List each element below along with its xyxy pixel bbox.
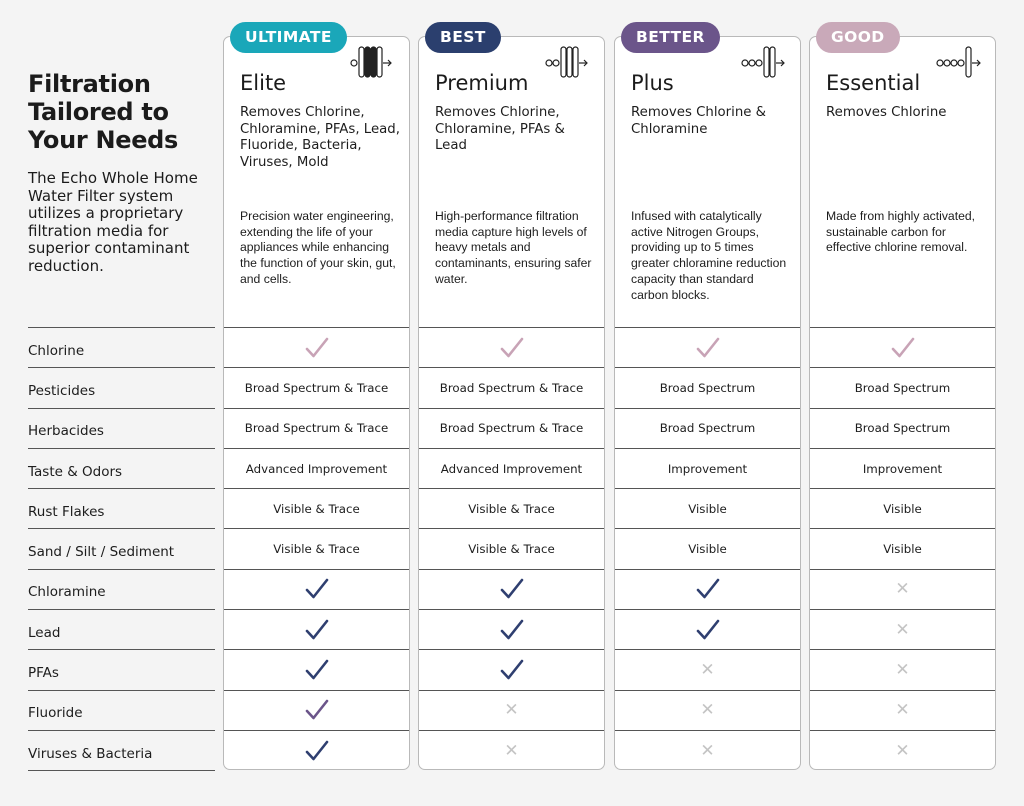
- row-label: Chloramine: [28, 570, 215, 610]
- cross-icon: ✕: [895, 619, 910, 640]
- tier-description: Infused with catalytically active Nitrogen Groups, providing up to 5 times greater chloramine reduction capacity than standard carbon blocks.: [631, 209, 787, 302]
- table-cell: [810, 449, 995, 489]
- cell-text: Broad Spectrum & Trace: [439, 380, 584, 395]
- table-cell: [419, 731, 604, 771]
- row-label: Fluoride: [28, 691, 215, 731]
- tier-description: Made from highly activated, sustainable carbon for effective chlorine removal.: [826, 209, 976, 255]
- table-cell: [810, 610, 995, 650]
- cell-text: Broad Spectrum: [659, 421, 756, 436]
- cell-text: Broad Spectrum: [659, 380, 756, 395]
- cell-text: Visible: [883, 542, 922, 557]
- tier-name: Elite: [240, 71, 287, 95]
- table-cell: [810, 570, 995, 610]
- cell-text: Advanced Improvement: [440, 461, 583, 476]
- cell-text: Improvement: [862, 461, 943, 476]
- tier-column-essential: [809, 28, 996, 770]
- cross-icon: ✕: [700, 700, 715, 721]
- table-cell: [615, 610, 800, 650]
- table-cell: [419, 691, 604, 731]
- tier-badge: BETTER: [621, 22, 720, 53]
- table-cell: [810, 731, 995, 771]
- tier-cells: [419, 327, 604, 771]
- tier-name: Essential: [826, 71, 921, 95]
- cell-text: Visible: [688, 501, 727, 516]
- table-cell: [615, 731, 800, 771]
- check-icon: [696, 619, 720, 641]
- tier-removes: Removes Chlorine, Chloramine, PFAs & Lead: [435, 105, 565, 153]
- cross-icon: ✕: [895, 660, 910, 681]
- cell-text: Visible: [883, 501, 922, 516]
- table-cell: [810, 489, 995, 529]
- cross-icon: ✕: [895, 741, 910, 762]
- tier-description: Precision water engineering, extending the life of your appliances while enhancing the function of your skin, gut, and cells.: [240, 209, 396, 286]
- cell-text: Visible & Trace: [273, 501, 360, 516]
- cell-text: Improvement: [667, 461, 748, 476]
- table-cell: [810, 328, 995, 368]
- check-icon: [696, 578, 720, 600]
- tier-cells: [810, 327, 995, 771]
- table-cell: [810, 650, 995, 690]
- cell-text: Broad Spectrum & Trace: [244, 380, 389, 395]
- table-cell: [810, 368, 995, 408]
- tier-removes: Removes Chlorine, Chloramine, PFAs, Lead, Fluoride, Bacteria, Viruses, Mold: [240, 105, 400, 170]
- table-cell: [615, 489, 800, 529]
- row-label: Sand / Silt / Sediment: [28, 529, 215, 569]
- tier-description: High-performance filtration media capture high levels of heavy metals and contaminants, ensuring safer water.: [435, 209, 592, 286]
- tier-removes: Removes Chlorine: [826, 105, 947, 120]
- table-cell: [224, 409, 409, 449]
- tier-cells: [615, 327, 800, 771]
- table-cell: [224, 529, 409, 569]
- row-label: Chlorine: [28, 328, 215, 368]
- table-cell: [224, 570, 409, 610]
- check-icon: [305, 337, 329, 359]
- cell-text: Broad Spectrum: [854, 421, 951, 436]
- row-label: PFAs: [28, 650, 215, 690]
- cell-text: Visible & Trace: [468, 501, 555, 516]
- tier-cells: [224, 327, 409, 771]
- tier-badge: BEST: [425, 22, 501, 53]
- row-labels: [28, 327, 215, 771]
- table-cell: [615, 650, 800, 690]
- cell-text: Advanced Improvement: [245, 461, 388, 476]
- tier-column-elite: [223, 28, 410, 770]
- filter-1-stage-icon: [935, 45, 985, 79]
- cell-text: Visible: [688, 542, 727, 557]
- check-icon: [500, 578, 524, 600]
- cross-icon: ✕: [700, 741, 715, 762]
- intro: [28, 70, 218, 276]
- cross-icon: ✕: [700, 660, 715, 681]
- tier-column-premium: [418, 28, 605, 770]
- table-cell: [224, 328, 409, 368]
- tier-badge: ULTIMATE: [230, 22, 347, 53]
- cell-text: Broad Spectrum: [854, 380, 951, 395]
- table-cell: [615, 449, 800, 489]
- table-cell: [615, 368, 800, 408]
- check-icon: [891, 337, 915, 359]
- check-icon: [500, 619, 524, 641]
- check-icon: [500, 337, 524, 359]
- check-icon: [696, 337, 720, 359]
- table-cell: [419, 489, 604, 529]
- filter-3-stage-icon: [544, 45, 594, 79]
- cross-icon: ✕: [895, 700, 910, 721]
- table-cell: [419, 650, 604, 690]
- table-cell: [224, 691, 409, 731]
- tier-name: Plus: [631, 71, 674, 95]
- table-cell: [224, 650, 409, 690]
- table-cell: [615, 328, 800, 368]
- table-cell: [224, 489, 409, 529]
- check-icon: [305, 659, 329, 681]
- table-cell: [224, 449, 409, 489]
- table-cell: [615, 570, 800, 610]
- cell-text: Broad Spectrum & Trace: [244, 421, 389, 436]
- filter-4-stage-icon: [349, 45, 399, 79]
- table-cell: [419, 449, 604, 489]
- table-cell: [224, 368, 409, 408]
- table-cell: [810, 691, 995, 731]
- page-description: The Echo Whole Home Water Filter system utilizes a proprietary filtration media for superior contaminant reduction.: [28, 169, 198, 275]
- table-cell: [810, 409, 995, 449]
- check-icon: [305, 578, 329, 600]
- tier-name: Premium: [435, 71, 529, 95]
- table-cell: [615, 691, 800, 731]
- tier-column-plus: [614, 28, 801, 770]
- table-cell: [419, 610, 604, 650]
- table-cell: [419, 529, 604, 569]
- cross-icon: ✕: [504, 700, 519, 721]
- tier-removes: Removes Chlorine & Chloramine: [631, 105, 767, 137]
- table-cell: [810, 529, 995, 569]
- table-cell: [419, 570, 604, 610]
- table-cell: [419, 409, 604, 449]
- cell-text: Broad Spectrum & Trace: [439, 421, 584, 436]
- cell-text: Visible & Trace: [468, 542, 555, 557]
- table-cell: [615, 409, 800, 449]
- row-label: Viruses & Bacteria: [28, 731, 215, 771]
- table-cell: [419, 328, 604, 368]
- cross-icon: ✕: [504, 741, 519, 762]
- tier-badge: GOOD: [816, 22, 900, 53]
- page-title: Filtration Tailored to Your Needs: [28, 70, 179, 154]
- row-label: Lead: [28, 610, 215, 650]
- check-icon: [500, 659, 524, 681]
- filter-2-stage-icon: [740, 45, 790, 79]
- check-icon: [305, 740, 329, 762]
- cross-icon: ✕: [895, 579, 910, 600]
- row-label: Herbacides: [28, 409, 215, 449]
- row-label: Taste & Odors: [28, 449, 215, 489]
- row-label: Pesticides: [28, 368, 215, 408]
- check-icon: [305, 699, 329, 721]
- cell-text: Visible & Trace: [273, 542, 360, 557]
- table-cell: [224, 731, 409, 771]
- table-cell: [615, 529, 800, 569]
- check-icon: [305, 619, 329, 641]
- table-cell: [224, 610, 409, 650]
- table-cell: [419, 368, 604, 408]
- row-label: Rust Flakes: [28, 489, 215, 529]
